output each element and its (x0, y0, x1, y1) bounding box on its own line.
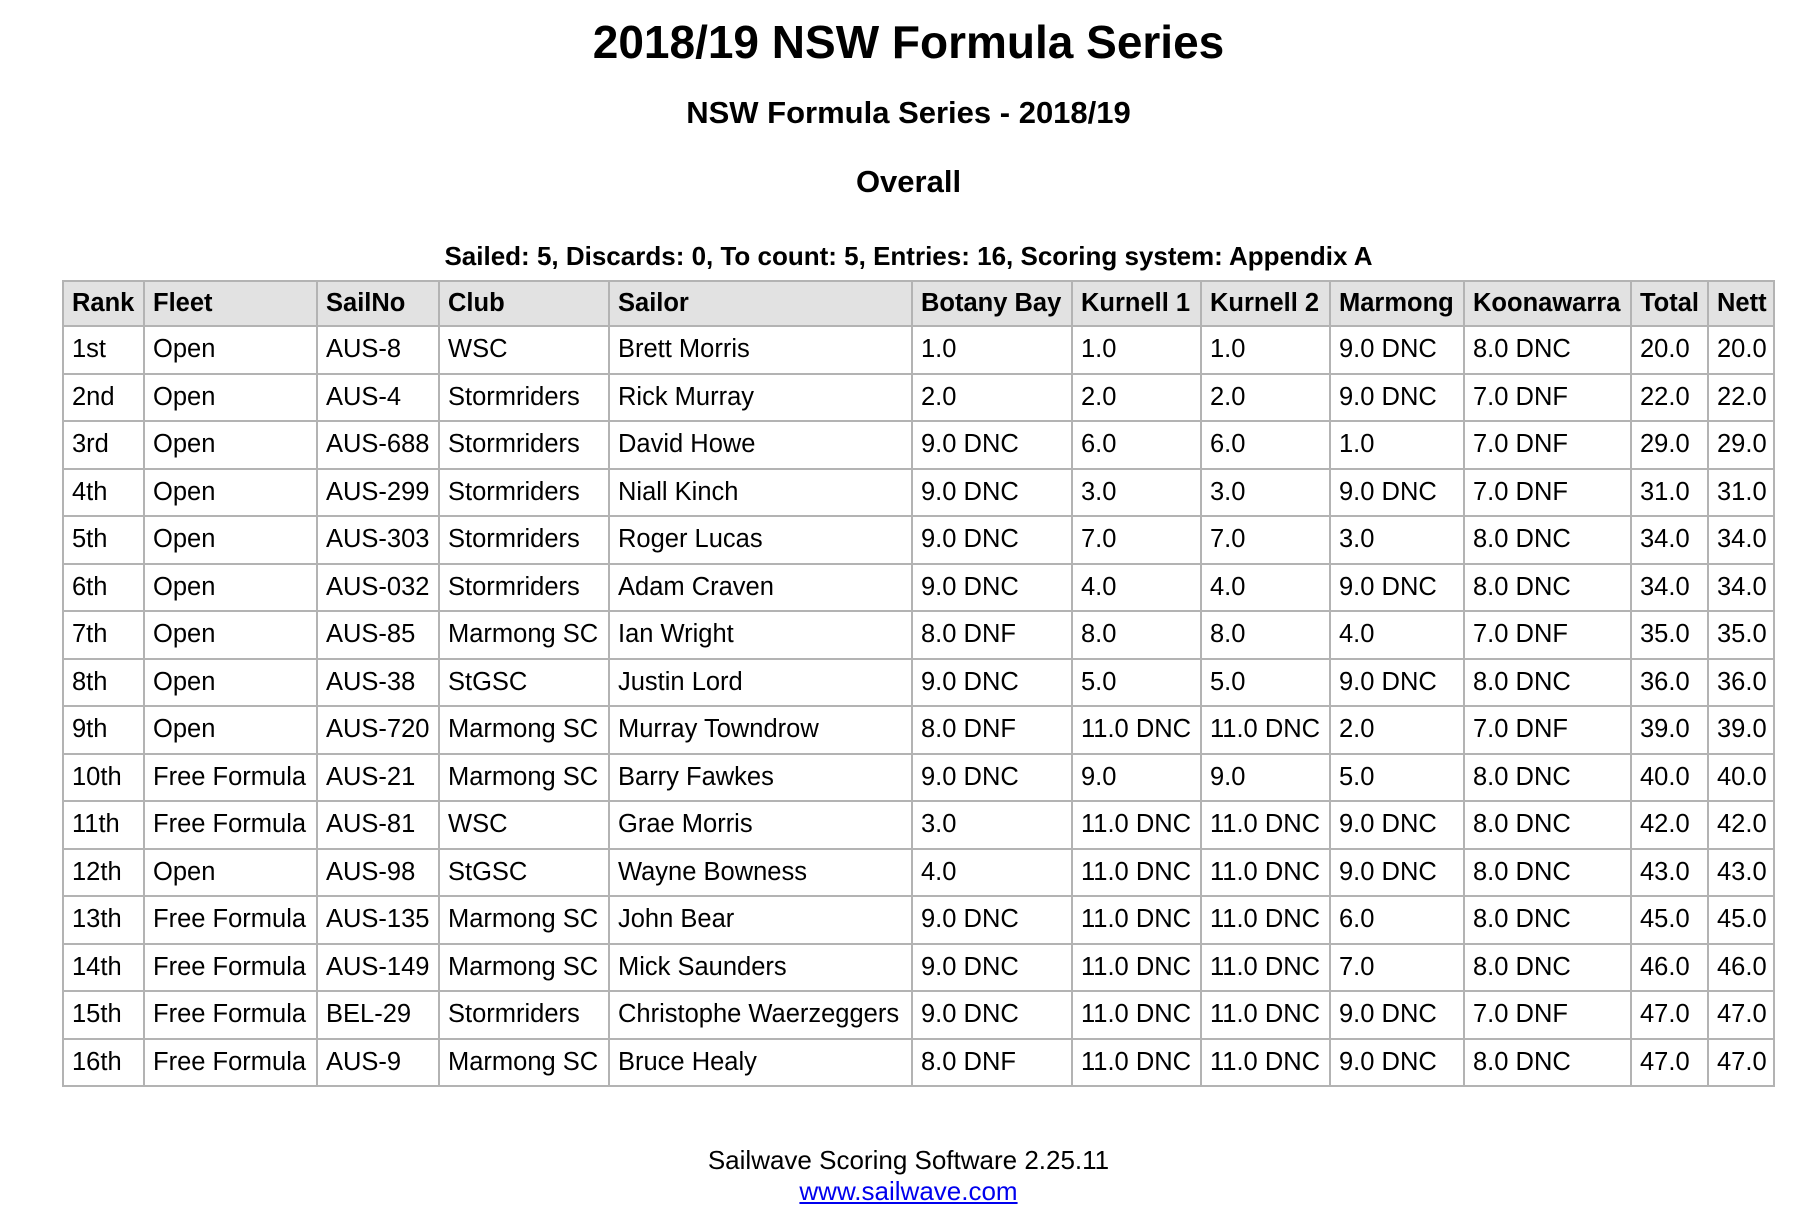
table-row (63, 516, 1774, 564)
cell-botany-bay: 9.0 DNC (912, 991, 1072, 1039)
cell-botany-bay: 9.0 DNC (912, 564, 1072, 612)
cell-sailor: Niall Kinch (609, 469, 912, 517)
cell-rank: 16th (63, 1039, 144, 1087)
cell-marmong: 3.0 (1330, 516, 1464, 564)
cell-marmong: 9.0 DNC (1330, 801, 1464, 849)
table-row (63, 469, 1774, 517)
column-header-total: Total (1631, 281, 1708, 326)
cell-kurnell-2: 9.0 (1201, 754, 1330, 802)
cell-sailno: AUS-303 (317, 516, 439, 564)
cell-rank: 1st (63, 326, 144, 374)
cell-kurnell-2: 4.0 (1201, 564, 1330, 612)
cell-kurnell-2: 11.0 DNC (1201, 896, 1330, 944)
cell-nett: 42.0 (1708, 801, 1774, 849)
results-table (62, 280, 1775, 1087)
cell-sailno: AUS-149 (317, 944, 439, 992)
cell-kurnell-2: 6.0 (1201, 421, 1330, 469)
cell-nett: 36.0 (1708, 659, 1774, 707)
cell-kurnell-1: 7.0 (1072, 516, 1201, 564)
cell-sailor: Justin Lord (609, 659, 912, 707)
cell-marmong: 9.0 DNC (1330, 659, 1464, 707)
cell-club: Stormriders (439, 421, 609, 469)
cell-total: 29.0 (1631, 421, 1708, 469)
cell-kurnell-2: 5.0 (1201, 659, 1330, 707)
table-row (63, 754, 1774, 802)
cell-fleet: Open (144, 659, 317, 707)
cell-kurnell-2: 11.0 DNC (1201, 991, 1330, 1039)
cell-kurnell-1: 11.0 DNC (1072, 896, 1201, 944)
cell-fleet: Open (144, 564, 317, 612)
column-header-rank: Rank (63, 281, 144, 326)
cell-nett: 47.0 (1708, 1039, 1774, 1087)
cell-marmong: 9.0 DNC (1330, 469, 1464, 517)
cell-kurnell-1: 11.0 DNC (1072, 991, 1201, 1039)
cell-club: Marmong SC (439, 1039, 609, 1087)
cell-nett: 34.0 (1708, 564, 1774, 612)
cell-koonawarra: 8.0 DNC (1464, 659, 1631, 707)
cell-sailno: AUS-4 (317, 374, 439, 422)
cell-kurnell-1: 11.0 DNC (1072, 1039, 1201, 1087)
table-row (63, 564, 1774, 612)
cell-rank: 14th (63, 944, 144, 992)
page-title: 2018/19 NSW Formula Series (592, 16, 1225, 68)
cell-marmong: 4.0 (1330, 611, 1464, 659)
cell-kurnell-1: 3.0 (1072, 469, 1201, 517)
cell-fleet: Open (144, 849, 317, 897)
cell-total: 34.0 (1631, 564, 1708, 612)
cell-total: 47.0 (1631, 991, 1708, 1039)
cell-club: StGSC (439, 659, 609, 707)
cell-kurnell-1: 11.0 DNC (1072, 944, 1201, 992)
cell-marmong: 9.0 DNC (1330, 991, 1464, 1039)
column-header-club: Club (439, 281, 609, 326)
cell-total: 39.0 (1631, 706, 1708, 754)
cell-rank: 11th (63, 801, 144, 849)
cell-fleet: Open (144, 516, 317, 564)
cell-kurnell-2: 11.0 DNC (1201, 944, 1330, 992)
cell-total: 46.0 (1631, 944, 1708, 992)
cell-nett: 40.0 (1708, 754, 1774, 802)
cell-club: WSC (439, 326, 609, 374)
cell-marmong: 1.0 (1330, 421, 1464, 469)
cell-kurnell-1: 11.0 DNC (1072, 801, 1201, 849)
cell-rank: 12th (63, 849, 144, 897)
cell-total: 42.0 (1631, 801, 1708, 849)
cell-sailor: Ian Wright (609, 611, 912, 659)
cell-sailno: AUS-38 (317, 659, 439, 707)
cell-sailor: Rick Murray (609, 374, 912, 422)
column-header-koonawarra: Koonawarra (1464, 281, 1631, 326)
cell-botany-bay: 1.0 (912, 326, 1072, 374)
cell-nett: 20.0 (1708, 326, 1774, 374)
cell-sailor: Christophe Waerzeggers (609, 991, 912, 1039)
cell-sailno: AUS-8 (317, 326, 439, 374)
cell-kurnell-1: 11.0 DNC (1072, 849, 1201, 897)
cell-sailor: John Bear (609, 896, 912, 944)
cell-club: Stormriders (439, 564, 609, 612)
cell-club: Stormriders (439, 469, 609, 517)
cell-sailor: Barry Fawkes (609, 754, 912, 802)
cell-club: Marmong SC (439, 754, 609, 802)
cell-sailno: AUS-81 (317, 801, 439, 849)
cell-kurnell-1: 8.0 (1072, 611, 1201, 659)
cell-sailno: AUS-299 (317, 469, 439, 517)
cell-nett: 46.0 (1708, 944, 1774, 992)
cell-botany-bay: 3.0 (912, 801, 1072, 849)
cell-koonawarra: 8.0 DNC (1464, 896, 1631, 944)
cell-rank: 10th (63, 754, 144, 802)
cell-fleet: Open (144, 326, 317, 374)
cell-kurnell-1: 4.0 (1072, 564, 1201, 612)
cell-rank: 7th (63, 611, 144, 659)
cell-rank: 5th (63, 516, 144, 564)
cell-marmong: 9.0 DNC (1330, 564, 1464, 612)
column-header-sailno: SailNo (317, 281, 439, 326)
cell-sailno: AUS-9 (317, 1039, 439, 1087)
cell-botany-bay: 8.0 DNF (912, 1039, 1072, 1087)
cell-club: StGSC (439, 849, 609, 897)
cell-koonawarra: 7.0 DNF (1464, 991, 1631, 1039)
cell-koonawarra: 8.0 DNC (1464, 516, 1631, 564)
cell-fleet: Free Formula (144, 896, 317, 944)
cell-koonawarra: 7.0 DNF (1464, 374, 1631, 422)
cell-sailor: Roger Lucas (609, 516, 912, 564)
cell-nett: 45.0 (1708, 896, 1774, 944)
section-heading: Overall (855, 164, 962, 199)
cell-club: Marmong SC (439, 706, 609, 754)
cell-sailno: AUS-720 (317, 706, 439, 754)
cell-koonawarra: 8.0 DNC (1464, 1039, 1631, 1087)
cell-total: 34.0 (1631, 516, 1708, 564)
cell-sailor: Murray Towndrow (609, 706, 912, 754)
cell-nett: 35.0 (1708, 611, 1774, 659)
cell-sailno: AUS-98 (317, 849, 439, 897)
cell-total: 45.0 (1631, 896, 1708, 944)
cell-marmong: 2.0 (1330, 706, 1464, 754)
cell-club: Stormriders (439, 374, 609, 422)
cell-total: 35.0 (1631, 611, 1708, 659)
column-header-marmong: Marmong (1330, 281, 1464, 326)
cell-sailor: Bruce Healy (609, 1039, 912, 1087)
cell-nett: 34.0 (1708, 516, 1774, 564)
cell-kurnell-1: 2.0 (1072, 374, 1201, 422)
cell-nett: 43.0 (1708, 849, 1774, 897)
cell-club: Marmong SC (439, 896, 609, 944)
cell-club: Stormriders (439, 991, 609, 1039)
cell-kurnell-2: 1.0 (1201, 326, 1330, 374)
cell-marmong: 7.0 (1330, 944, 1464, 992)
cell-koonawarra: 7.0 DNF (1464, 706, 1631, 754)
cell-marmong: 9.0 DNC (1330, 1039, 1464, 1087)
cell-kurnell-1: 6.0 (1072, 421, 1201, 469)
cell-kurnell-2: 2.0 (1201, 374, 1330, 422)
cell-nett: 22.0 (1708, 374, 1774, 422)
cell-marmong: 5.0 (1330, 754, 1464, 802)
cell-koonawarra: 8.0 DNC (1464, 754, 1631, 802)
cell-koonawarra: 7.0 DNF (1464, 611, 1631, 659)
cell-nett: 47.0 (1708, 991, 1774, 1039)
cell-total: 40.0 (1631, 754, 1708, 802)
cell-sailor: Mick Saunders (609, 944, 912, 992)
cell-botany-bay: 4.0 (912, 849, 1072, 897)
results-body (63, 326, 1774, 1086)
cell-botany-bay: 9.0 DNC (912, 659, 1072, 707)
cell-botany-bay: 9.0 DNC (912, 421, 1072, 469)
cell-botany-bay: 9.0 DNC (912, 944, 1072, 992)
table-row (63, 611, 1774, 659)
cell-botany-bay: 9.0 DNC (912, 754, 1072, 802)
cell-nett: 39.0 (1708, 706, 1774, 754)
cell-fleet: Free Formula (144, 944, 317, 992)
cell-kurnell-1: 5.0 (1072, 659, 1201, 707)
cell-rank: 13th (63, 896, 144, 944)
cell-total: 20.0 (1631, 326, 1708, 374)
cell-rank: 6th (63, 564, 144, 612)
cell-koonawarra: 8.0 DNC (1464, 944, 1631, 992)
cell-fleet: Free Formula (144, 801, 317, 849)
table-row (63, 801, 1774, 849)
cell-fleet: Free Formula (144, 991, 317, 1039)
cell-botany-bay: 9.0 DNC (912, 469, 1072, 517)
footer (0, 1145, 1817, 1207)
cell-koonawarra: 8.0 DNC (1464, 801, 1631, 849)
column-header-sailor: Sailor (609, 281, 912, 326)
column-header-fleet: Fleet (144, 281, 317, 326)
cell-total: 36.0 (1631, 659, 1708, 707)
cell-total: 22.0 (1631, 374, 1708, 422)
cell-fleet: Free Formula (144, 754, 317, 802)
cell-marmong: 6.0 (1330, 896, 1464, 944)
cell-kurnell-1: 1.0 (1072, 326, 1201, 374)
column-header-botany-bay: Botany Bay (912, 281, 1072, 326)
cell-sailor: Grae Morris (609, 801, 912, 849)
series-summary: Sailed: 5, Discards: 0, To count: 5, Entries: 16, Scoring system: Appendix A (444, 241, 1373, 271)
cell-club: WSC (439, 801, 609, 849)
cell-marmong: 9.0 DNC (1330, 374, 1464, 422)
cell-rank: 3rd (63, 421, 144, 469)
cell-botany-bay: 9.0 DNC (912, 896, 1072, 944)
cell-rank: 9th (63, 706, 144, 754)
table-row (63, 849, 1774, 897)
cell-sailno: BEL-29 (317, 991, 439, 1039)
cell-club: Marmong SC (439, 944, 609, 992)
cell-club: Marmong SC (439, 611, 609, 659)
table-row (63, 944, 1774, 992)
cell-rank: 8th (63, 659, 144, 707)
cell-sailor: Brett Morris (609, 326, 912, 374)
series-name: NSW Formula Series - 2018/19 (686, 95, 1131, 130)
table-row (63, 1039, 1774, 1087)
cell-kurnell-2: 11.0 DNC (1201, 849, 1330, 897)
cell-rank: 4th (63, 469, 144, 517)
cell-sailno: AUS-21 (317, 754, 439, 802)
cell-marmong: 9.0 DNC (1330, 326, 1464, 374)
cell-sailor: Wayne Bowness (609, 849, 912, 897)
cell-rank: 2nd (63, 374, 144, 422)
table-row (63, 659, 1774, 707)
cell-kurnell-2: 11.0 DNC (1201, 706, 1330, 754)
table-row (63, 421, 1774, 469)
cell-botany-bay: 2.0 (912, 374, 1072, 422)
cell-koonawarra: 8.0 DNC (1464, 849, 1631, 897)
cell-kurnell-2: 3.0 (1201, 469, 1330, 517)
column-header-kurnell-2: Kurnell 2 (1201, 281, 1330, 326)
cell-botany-bay: 8.0 DNF (912, 706, 1072, 754)
cell-botany-bay: 8.0 DNF (912, 611, 1072, 659)
cell-marmong: 9.0 DNC (1330, 849, 1464, 897)
cell-koonawarra: 8.0 DNC (1464, 564, 1631, 612)
cell-fleet: Free Formula (144, 1039, 317, 1087)
cell-sailno: AUS-032 (317, 564, 439, 612)
cell-kurnell-1: 9.0 (1072, 754, 1201, 802)
cell-club: Stormriders (439, 516, 609, 564)
column-header-kurnell-1: Kurnell 1 (1072, 281, 1201, 326)
cell-koonawarra: 7.0 DNF (1464, 421, 1631, 469)
table-row (63, 706, 1774, 754)
table-row (63, 896, 1774, 944)
cell-sailno: AUS-688 (317, 421, 439, 469)
cell-kurnell-2: 7.0 (1201, 516, 1330, 564)
cell-total: 31.0 (1631, 469, 1708, 517)
cell-nett: 31.0 (1708, 469, 1774, 517)
cell-total: 43.0 (1631, 849, 1708, 897)
cell-total: 47.0 (1631, 1039, 1708, 1087)
cell-koonawarra: 7.0 DNF (1464, 469, 1631, 517)
cell-botany-bay: 9.0 DNC (912, 516, 1072, 564)
cell-kurnell-2: 8.0 (1201, 611, 1330, 659)
cell-sailor: Adam Craven (609, 564, 912, 612)
column-header-nett: Nett (1708, 281, 1774, 326)
cell-fleet: Open (144, 469, 317, 517)
table-row (63, 326, 1774, 374)
header-row (63, 281, 1774, 326)
cell-kurnell-2: 11.0 DNC (1201, 1039, 1330, 1087)
cell-fleet: Open (144, 611, 317, 659)
software-credit: Sailwave Scoring Software 2.25.11 (707, 1145, 1110, 1175)
cell-nett: 29.0 (1708, 421, 1774, 469)
cell-kurnell-1: 11.0 DNC (1072, 706, 1201, 754)
cell-kurnell-2: 11.0 DNC (1201, 801, 1330, 849)
cell-fleet: Open (144, 374, 317, 422)
cell-sailno: AUS-85 (317, 611, 439, 659)
table-row (63, 991, 1774, 1039)
cell-sailor: David Howe (609, 421, 912, 469)
sailwave-link[interactable]: www.sailwave.com (799, 1176, 1018, 1206)
cell-rank: 15th (63, 991, 144, 1039)
cell-koonawarra: 8.0 DNC (1464, 326, 1631, 374)
cell-fleet: Open (144, 421, 317, 469)
cell-fleet: Open (144, 706, 317, 754)
cell-sailno: AUS-135 (317, 896, 439, 944)
table-row (63, 374, 1774, 422)
